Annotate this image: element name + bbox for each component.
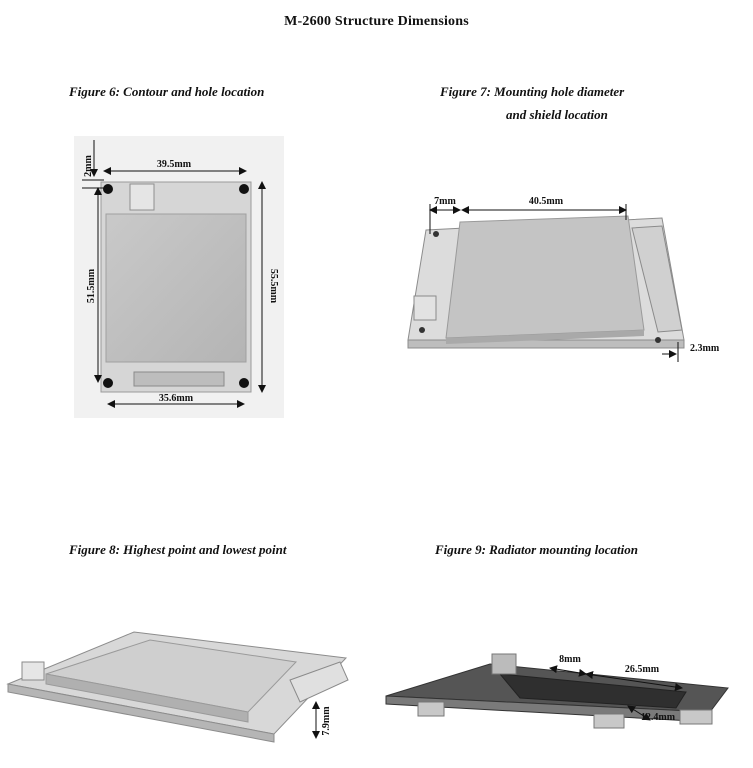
dim-width: 39.5mm xyxy=(156,159,192,170)
mounting-hole xyxy=(239,378,249,388)
shield-plate xyxy=(446,216,644,338)
figure-7-caption-line-1: Figure 7: Mounting hole diameter xyxy=(440,84,625,99)
dim-edge-offset: 2.3mm xyxy=(690,343,720,354)
figure-9-drawing xyxy=(380,640,740,758)
dim-bottom-width: 35.6mm xyxy=(158,393,194,404)
bottom-connector xyxy=(134,372,224,386)
foot xyxy=(594,714,624,728)
mounting-hole xyxy=(239,184,249,194)
mounting-hole xyxy=(103,378,113,388)
figure-7-drawing xyxy=(400,190,730,368)
dim-top-offset: 2mm xyxy=(83,155,94,177)
dim-shield-width: 40.5mm xyxy=(528,196,564,207)
top-connector xyxy=(492,654,516,674)
mounting-hole xyxy=(419,327,425,333)
mounting-hole xyxy=(655,337,661,343)
shield-plate xyxy=(106,214,246,362)
dim-hole-offset: 7mm xyxy=(434,196,456,207)
figure-8-caption xyxy=(69,538,286,561)
figure-6-caption xyxy=(69,80,264,103)
figure-7-caption-line-2: and shield location xyxy=(506,107,608,122)
foot xyxy=(418,702,444,716)
mounting-hole xyxy=(103,184,113,194)
figure-6-caption-line: Figure 6: Contour and hole location xyxy=(69,84,265,99)
figure-9-caption-line: Figure 9: Radiator mounting location xyxy=(435,542,638,557)
dim-outer-height: 55.5mm xyxy=(268,268,279,304)
dim-length: 26.5mm xyxy=(624,664,660,675)
figure-9-caption xyxy=(435,538,638,561)
dim-height: 7.9mm xyxy=(321,706,332,736)
dim-width: 12.4mm xyxy=(640,712,676,723)
dim-inner-height: 51.5mm xyxy=(86,268,97,304)
foot xyxy=(680,710,712,724)
dim-offset: 8mm xyxy=(559,654,581,665)
figure-7-caption xyxy=(440,80,624,126)
mounting-hole xyxy=(433,231,439,237)
page-title: M-2600 Structure Dimensions xyxy=(284,14,469,29)
figure-8-drawing xyxy=(0,604,362,754)
figure-6-drawing xyxy=(74,136,284,418)
figure-8-caption-line: Figure 8: Highest point and lowest point xyxy=(69,542,287,557)
left-tab xyxy=(22,662,44,680)
left-tab xyxy=(414,296,436,320)
top-connector xyxy=(130,184,154,210)
